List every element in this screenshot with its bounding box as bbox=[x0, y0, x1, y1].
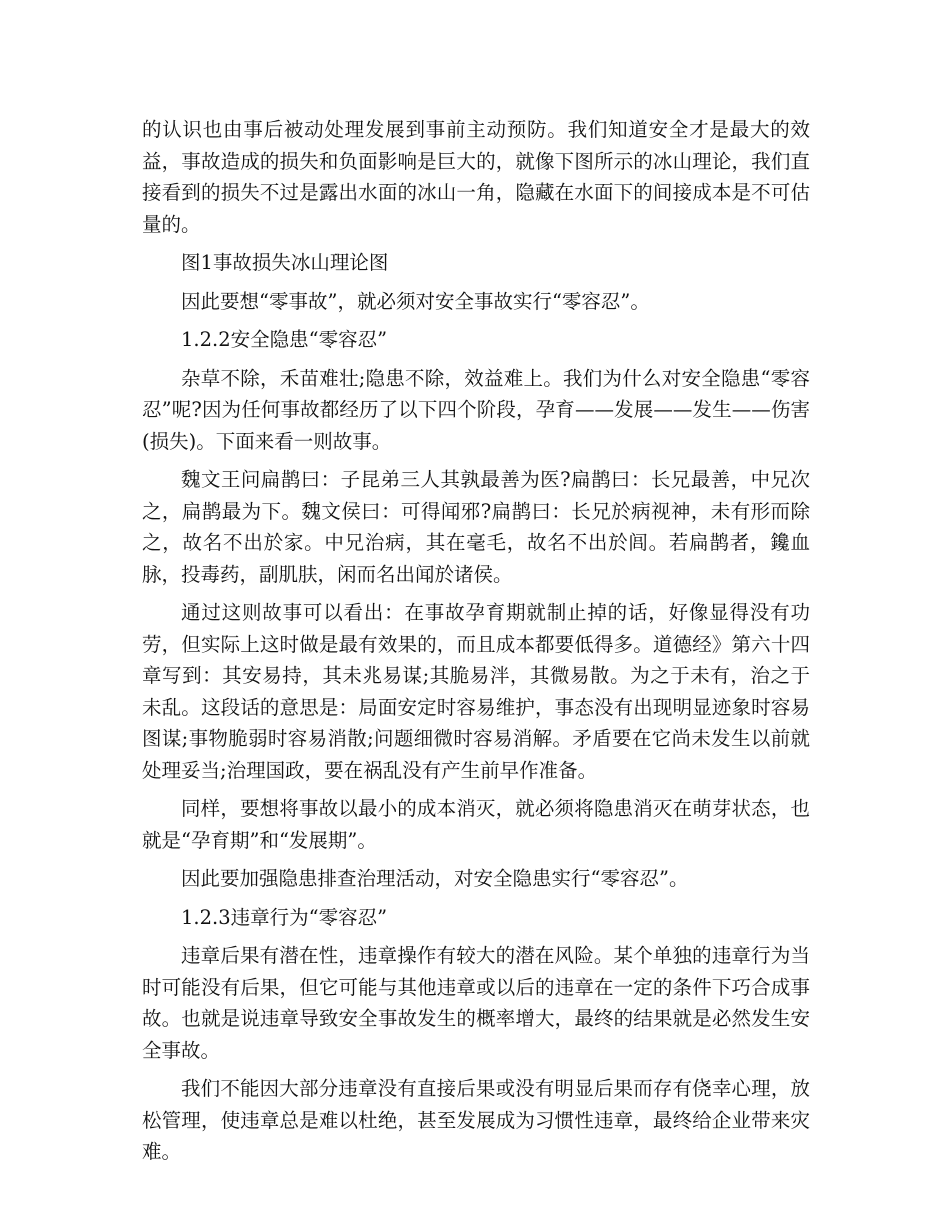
paragraph-hazard-stages: 杂草不除，禾苗难壮;隐患不除，效益难上。我们为什么对安全隐患“零容忍”呢?因为任何事故都经历了以下四个阶段，孕育——发展——发生——伤害(损失)。下面来看一则故事。 bbox=[142, 366, 810, 453]
paragraph-violation-risk: 违章后果有潜在性，违章操作有较大的潜在风险。某个单独的违章行为当时可能没有后果，但它可能与其他违章或以后的违章在一定的条件下巧合成事故。也就是说违章导致安全事故发生的概率增大，最终的结果就是必然发生安全事故。 bbox=[142, 944, 810, 1062]
section-heading-1-2-3: 1.2.3违章行为“零容忍” bbox=[181, 905, 388, 929]
paragraph-continuation: 的认识也由事后被动处理发展到事前主动预防。我们知道安全才是最大的效益，事故造成的损失和负面影响是巨大的，就像下图所示的冰山理论，我们直接看到的损失不过是露出水面的冰山一角，隐藏在水面下的间接成本是不可估量的。 bbox=[142, 118, 810, 236]
paragraph-hazard-inspection: 因此要加强隐患排查治理活动，对安全隐患实行“零容忍”。 bbox=[181, 867, 689, 890]
paragraph-bianque-story: 魏文王问扁鹊曰：子昆弟三人其孰最善为医?扁鹊曰：长兄最善，中兄次之，扁鹊最为下。魏文侯曰：可得闻邪?扁鹊曰：长兄於病视神，未有形而除之，故名不出於家。中兄治病，其在毫毛，故名不出於闾。若扁鹊者，鑱血脉，投毒药，副肌肤，闲而名出闻於诸侯。 bbox=[142, 468, 810, 586]
document-body bbox=[142, 114, 810, 1175]
section-heading-1-2-2: 1.2.2安全隐患“零容忍” bbox=[181, 328, 388, 351]
paragraph-early-stage: 同样，要想将事故以最小的成本消灭，就必须将隐患消灭在萌芽状态，也就是“孕育期”和“发展期”。 bbox=[142, 797, 810, 852]
paragraph-violation-management: 我们不能因大部分违章没有直接后果或没有明显后果而存有侥幸心理，放松管理，使违章总是难以杜绝，甚至发展成为习惯性违章，最终给企业带来灾难。 bbox=[142, 1077, 810, 1163]
paragraph-zero-accident: 因此要想“零事故”，就必须对安全事故实行“零容忍”。 bbox=[181, 289, 650, 313]
paragraph-story-lesson: 通过这则故事可以看出：在事故孕育期就制止掉的话，好像显得没有功劳，但实际上这时做是最有效果的，而且成本都要低得多。道德经》第六十四章写到：其安易持，其未兆易谋;其脆易泮，其微易散。为之于未有，治之于未乱。这段话的意思是：局面安定时容易维护，事态没有出现明显迹象时容易图谋;事物脆弱时容易消散;问题细微时容易消解。矛盾要在它尚未发生以前就处理妥当;治理国政，要在祸乱没有产生前早作准备。 bbox=[142, 601, 810, 782]
figure-caption: 图1事故损失冰山理论图 bbox=[181, 251, 389, 274]
